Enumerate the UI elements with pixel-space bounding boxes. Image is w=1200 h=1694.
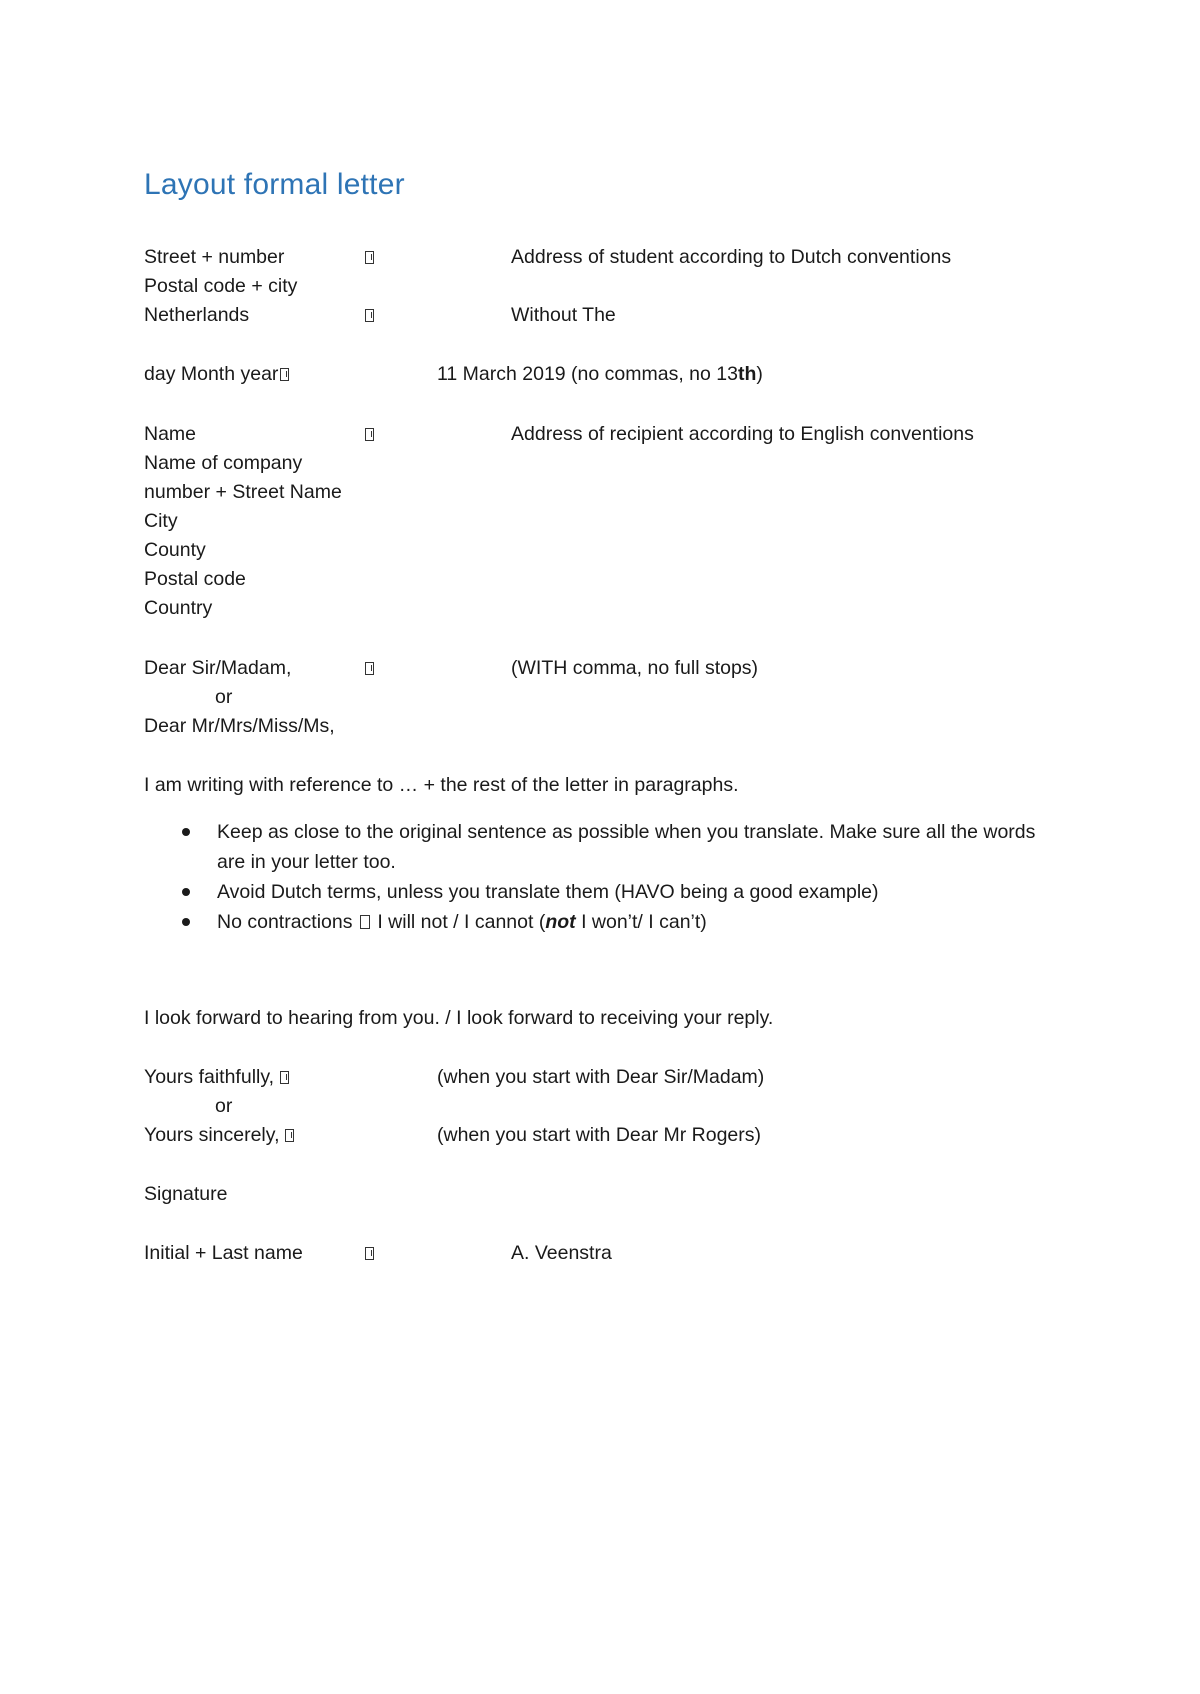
arrow-icon [365, 244, 374, 270]
bullet-icon [182, 918, 190, 926]
sender-country-note: Without The [511, 304, 616, 326]
recipient-note: Address of recipient according to English conventions [511, 423, 974, 445]
list-item [144, 817, 1044, 877]
list-item-text: I will not / I cannot ( [377, 911, 546, 933]
signoff-or: or [215, 1095, 233, 1117]
page-title: Layout formal letter [144, 168, 405, 201]
date-label: day Month year [144, 363, 279, 385]
list-item [144, 907, 1044, 937]
date-example [437, 361, 763, 387]
list-item-text: I won’t/ I can’t) [575, 911, 707, 933]
salutation-note: (WITH comma, no full stops) [511, 657, 759, 679]
list-item-text: Avoid Dutch terms, unless you translate them (HAVO being a good example) [217, 881, 879, 903]
arrow-icon [360, 915, 370, 929]
body-opening: I am writing with reference to … + the rest of the letter in paragraphs. [144, 774, 739, 796]
list-item-emphasis: not [545, 911, 576, 933]
arrow-icon [280, 1071, 289, 1084]
salutation-sir-madam: Dear Sir/Madam, [144, 657, 292, 679]
bullet-icon [182, 828, 190, 836]
arrow-icon [365, 655, 374, 681]
arrow-icon [365, 421, 374, 447]
recipient-country: Country [144, 597, 213, 619]
arrow-icon [285, 1129, 294, 1142]
list-item-text: No contractions [217, 911, 353, 933]
salutation-or: or [215, 686, 233, 708]
recipient-company: Name of company [144, 452, 303, 474]
signoff-faithfully-row [144, 1064, 289, 1090]
arrow-icon [365, 1240, 374, 1266]
sender-address-note: Address of student according to Dutch conventions [511, 246, 952, 268]
name-label: Initial + Last name [144, 1242, 303, 1264]
recipient-name: Name [144, 423, 197, 445]
recipient-street: number + Street Name [144, 481, 342, 503]
arrow-icon [280, 368, 289, 381]
body-closing: I look forward to hearing from you. / I look forward to receiving your reply. [144, 1007, 774, 1029]
list-item [144, 877, 1044, 907]
date-example-text: 11 March 2019 (no commas, no 13 [437, 363, 738, 385]
signature-label: Signature [144, 1183, 228, 1205]
recipient-postal: Postal code [144, 568, 246, 590]
sender-street: Street + number [144, 246, 285, 268]
date-example-bold: th [737, 363, 757, 385]
signoff-sincerely-row [144, 1122, 294, 1148]
list-item-text: Keep as close to the original sentence as possible when you translate. Make sure all the words are in your letter too. [217, 821, 1036, 873]
date-example-suffix: ) [756, 363, 763, 385]
bullet-icon [182, 888, 190, 896]
name-example: A. Veenstra [511, 1242, 612, 1264]
recipient-county: County [144, 539, 206, 561]
sender-country: Netherlands [144, 304, 250, 326]
signoff-faithfully: Yours faithfully, [144, 1066, 275, 1088]
recipient-city: City [144, 510, 178, 532]
sender-postal: Postal code + city [144, 275, 298, 297]
signoff-sincerely-note: (when you start with Dear Mr Rogers) [437, 1124, 762, 1146]
arrow-icon [365, 302, 374, 328]
signoff-sincerely: Yours sincerely, [144, 1124, 280, 1146]
date-label-row [144, 361, 289, 387]
tips-list [144, 817, 1044, 937]
signoff-faithfully-note: (when you start with Dear Sir/Madam) [437, 1066, 765, 1088]
salutation-named: Dear Mr/Mrs/Miss/Ms, [144, 715, 335, 737]
